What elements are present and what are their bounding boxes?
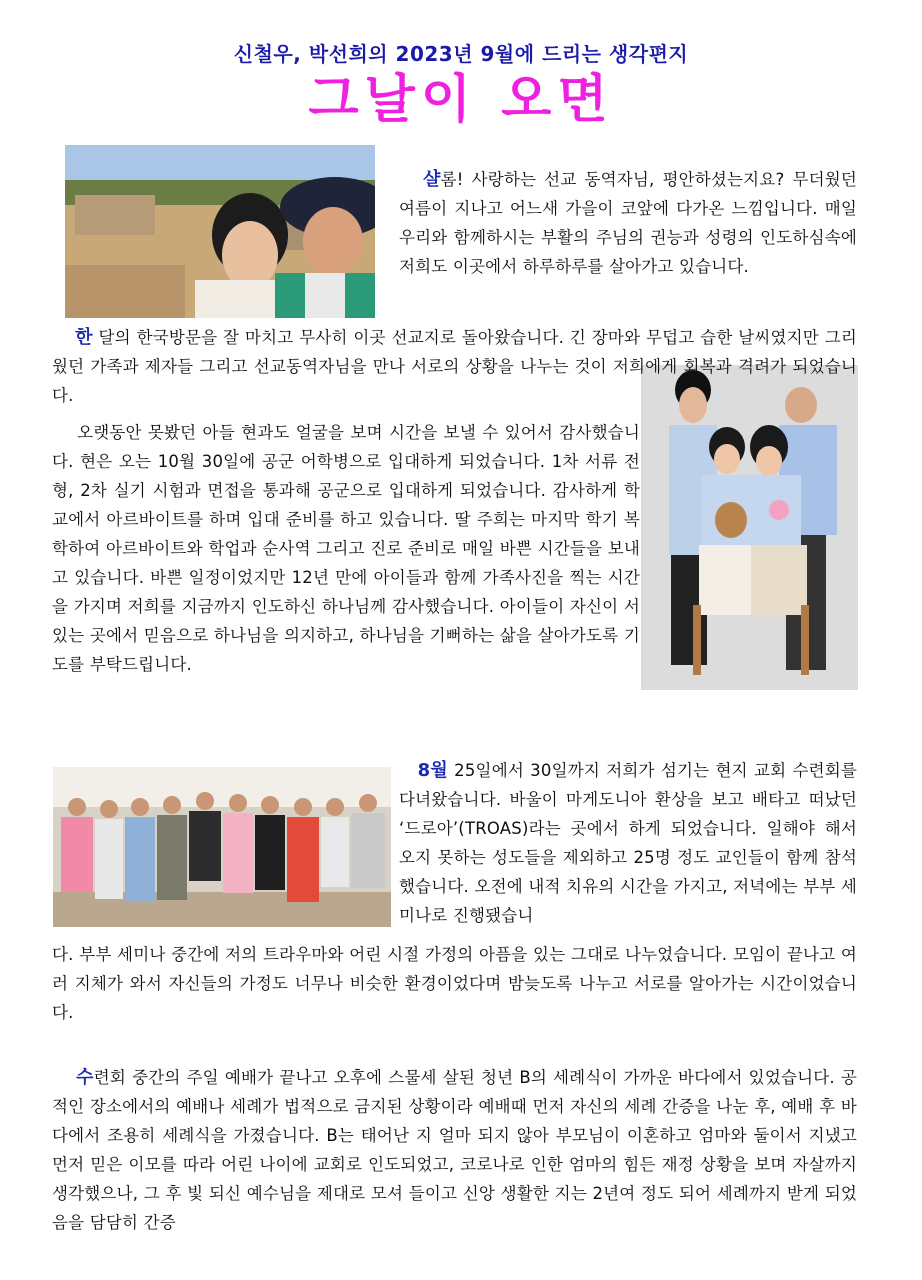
paragraph-text: 달의 한국방문을 잘 마치고 무사히 이곳 선교지로 돌아왔습니다. 긴 장마와 무덥고 습한 날씨였지만 그리웠던 가족과 제자들 그리고 선교동역자님을 만나 서로의 상황을 나누는 것이 저희에게 회복과 격려가 되었습니다.: [52, 328, 857, 405]
paragraph-text: 25일에서 30일까지 저희가 섬기는 현지 교회 수련회를 다녀왔습니다. 바울이 마게도니아 환상을 보고 배타고 떠났던 ‘드로아’(TROAS)라는 곳에서 하게 되었습니다. 일해야 해서 오지 못하는 성도들을 제외하고 25명 정도 교인들이 함께 참석했습니다. 오전에 내적 치유의 시간을 가지고, 저녁에는 부부 세미나로 진행됐습니: [399, 761, 857, 925]
paragraph-baptism: [52, 1063, 857, 1237]
paragraph-retreat-continued: [52, 940, 857, 1027]
drop-cap: 8월: [417, 760, 448, 781]
drop-cap: 한: [75, 327, 93, 348]
letter-subtitle: 신철우, 박선희의 2023년 9월에 드리는 생각편지: [233, 42, 689, 66]
paragraph-children-news: [52, 418, 640, 679]
paragraph-korea-visit: [52, 323, 857, 410]
drop-cap: 샬: [423, 169, 441, 190]
drop-cap: 수: [76, 1067, 94, 1088]
photo-couple-ruins: [65, 145, 375, 318]
photo-family-portrait: [641, 365, 858, 690]
paragraph-text: 련회 중간의 주일 예배가 끝나고 오후에 스물세 살된 청년 B의 세례식이 가까운 바다에서 있었습니다. 공적인 장소에서의 예배나 세례가 법적으로 금지된 상황이라 예배때 먼저 자신의 세례 간증을 나눈 후, 예배 후 바다에서 조용히 세례식을 가졌습니다. B는 태어난 지 얼마 되지 않아 부모님이 이혼하고 엄마와 둘이서 지냈고 먼저 믿은 이모를 따라 어린 나이에 교회로 인도되었고, 코로나로 인한 엄마의 힘든 재정 상황을 보며 자살까지 생각했으나, 그 후 빛 되신 예수님을 제대로 모셔 들이고 신앙 생활한 지는 2년여 정도 되어 세례까지 받게 되었음을 담담히 간증: [52, 1068, 857, 1232]
paragraph-greeting: [399, 165, 857, 281]
paragraph-text: 롬! 사랑하는 선교 동역자님, 평안하셨는지요? 무더웠던 여름이 지나고 어느새 가을이 코앞에 다가온 느낌입니다. 매일 우리와 함께하시는 부활의 주님의 권능과 성령의 인도하심속에 저희도 이곳에서 하루하루를 살아가고 있습니다.: [399, 170, 857, 276]
paragraph-text: 다. 부부 세미나 중간에 저의 트라우마와 어린 시절 가정의 아픔을 있는 그대로 나누었습니다. 모임이 끝나고 여러 지체가 와서 자신들의 가정도 너무나 비슷한 환경이었다며 밤늦도록 나누고 서로를 알아가는 시간이었습니다.: [52, 945, 857, 1022]
letter-title: 그날이 오면: [308, 70, 614, 130]
paragraph-retreat: [399, 756, 857, 930]
photo-retreat-group: [53, 767, 391, 927]
paragraph-text: 오랫동안 못봤던 아들 현과도 얼굴을 보며 시간을 보낼 수 있어서 감사했습니다. 현은 오는 10월 30일에 공군 어학병으로 입대하게 되었습니다. 1차 서류 전형, 2차 실기 시험과 면접을 통과해 공군으로 입대하게 되었습니다. 감사하게 학교에서 아르바이트를 하며 입대 준비를 하고 있습니다. 딸 주희는 마지막 학기 복학하여 아르바이트와 학업과 순사역 그리고 진로 준비로 매일 바쁜 시간들을 보내고 있습니다. 바쁜 일정이었지만 12년 만에 아이들과 함께 가족사진을 찍는 시간을 가지며 저희를 지금까지 인도하신 하나님께 감사했습니다. 아이들이 자신이 서 있는 곳에서 믿음으로 하나님을 의지하고, 하나님을 기뻐하는 삶을 살아가도록 기도를 부탁드립니다.: [52, 423, 641, 674]
